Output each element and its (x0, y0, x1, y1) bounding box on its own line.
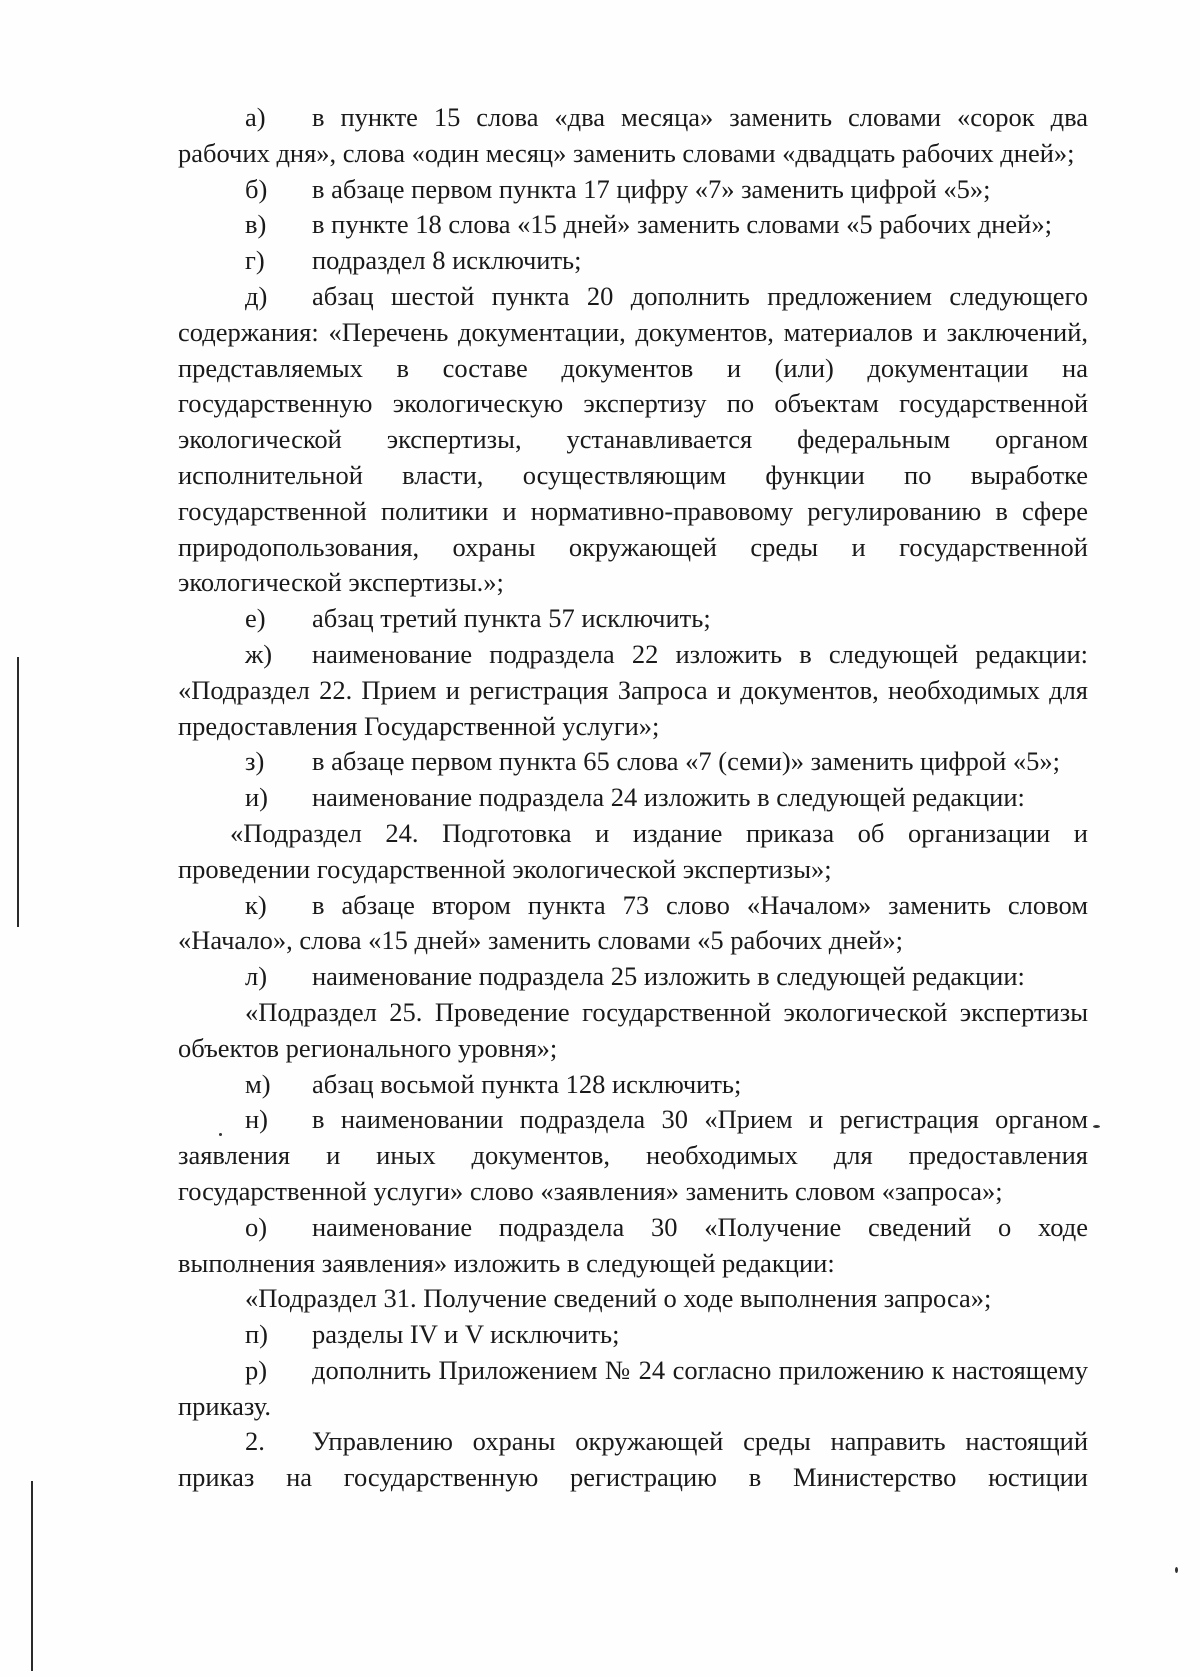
list-item (178, 172, 1088, 208)
list-item (178, 1317, 1088, 1353)
list-item (178, 279, 1088, 601)
item-text: абзац шестой пункта 20 дополнить предложением следующего содержания: «Перечень документации, документов, материалов и заключений, представляемых в составе документов и (или) документации на государственную экологическую экспертизу по объектам государственной экологической экспертизы, устанавливается федеральным органом исполнительной власти, осуществляющим функции по выработке государственной политики и нормативно-правовому регулированию в сфере природопользования, охраны окружающей среды и государственной экологической экспертизы.»; (178, 280, 1088, 598)
item-text: наименование подраздела 25 изложить в следующей редакции: (312, 961, 1025, 992)
item-text: в пункте 18 слова «15 дней» заменить словами «5 рабочих дней»; (312, 209, 1052, 240)
list-item (178, 601, 1088, 637)
item-text: наименование подраздела 22 изложить в следующей редакции: «Подраздел 22. Прием и регистрация Запроса и документов, необходимых для предоставления Государственной услуги»; (178, 638, 1088, 741)
item-text: «Подраздел 25. Проведение государственной экологической экспертизы объектов регионального уровня»; (178, 996, 1088, 1063)
item-text: наименование подраздела 30 «Получение сведений о ходе выполнения заявления» изложить в следующей редакции: (178, 1211, 1088, 1278)
item-text: в пункте 15 слова «два месяца» заменить словами «сорок два рабочих дня», слова «один месяц» заменить словами «двадцать рабочих дней»; (178, 102, 1088, 168)
item-marker: б) (245, 173, 268, 204)
list-item (178, 1102, 1088, 1209)
item-text: разделы IV и V исключить; (312, 1319, 620, 1350)
list-item (178, 100, 1088, 172)
item-marker: р) (245, 1354, 268, 1385)
item-marker: л) (245, 961, 268, 992)
list-item (178, 207, 1088, 243)
item-marker: в) (245, 209, 267, 240)
item-marker: ж) (245, 638, 273, 669)
item-marker: о) (245, 1211, 268, 1242)
item-text: подраздел 8 исключить; (312, 245, 582, 276)
item-marker: д) (245, 280, 268, 311)
item-marker: и) (245, 782, 269, 813)
scan-artifact-speck (1175, 1567, 1178, 1573)
list-item (178, 780, 1088, 816)
item-text: «Подраздел 24. Подготовка и издание приказа об организации и проведении государственной экологической экспертизы»; (178, 817, 1088, 884)
item-text: наименование подраздела 24 изложить в следующей редакции: (312, 782, 1025, 813)
item-marker: з) (245, 746, 265, 777)
item-marker: м) (245, 1068, 271, 1099)
item-text: абзац восьмой пункта 128 исключить; (312, 1068, 742, 1099)
list-item (178, 1353, 1088, 1425)
scan-artifact-speck (1093, 1125, 1100, 1128)
item-marker: н) (245, 1104, 269, 1135)
item-text: абзац третий пункта 57 исключить; (312, 603, 711, 634)
quoted-heading (178, 995, 1088, 1067)
scan-artifact-line (31, 1481, 33, 1671)
item-marker: п) (245, 1319, 269, 1350)
item-text: «Подраздел 31. Получение сведений о ходе выполнения запроса»; (245, 1283, 992, 1314)
list-item (178, 888, 1088, 960)
item-text: в абзаце втором пункта 73 слово «Началом» заменить словом «Начало», слова «15 дней» заменить словами «5 рабочих дней»; (178, 889, 1088, 956)
list-item (178, 959, 1088, 995)
item-marker: а) (245, 102, 266, 132)
item-marker: 2. (245, 1426, 265, 1457)
quoted-heading (178, 816, 1088, 888)
scan-artifact-line (17, 657, 19, 927)
item-text: в абзаце первом пункта 65 слова «7 (семи)» заменить цифрой «5»; (312, 746, 1061, 777)
list-item (178, 1210, 1088, 1282)
item-text: в наименовании подраздела 30 «Прием и регистрация органом заявления и иных документов, необходимых для предоставления государственной услуги» слово «заявления» заменить словом «запроса»; (178, 1104, 1088, 1206)
item-marker: г) (245, 245, 265, 276)
quoted-heading (178, 1281, 1088, 1317)
item-text: в абзаце первом пункта 17 цифру «7» заменить цифрой «5»; (312, 173, 991, 204)
list-item (178, 744, 1088, 780)
document-body (178, 100, 1088, 1496)
list-item (178, 1067, 1088, 1103)
item-marker: е) (245, 603, 266, 634)
numbered-item (178, 1424, 1088, 1496)
item-text: Управлению охраны окружающей среды направить настоящий приказ на государственную регистрацию в Министерство юстиции (178, 1426, 1088, 1493)
item-marker: к) (245, 889, 267, 920)
list-item (178, 637, 1088, 744)
list-item (178, 243, 1088, 279)
item-text: дополнить Приложением № 24 согласно приложению к настоящему приказу. (178, 1354, 1088, 1421)
